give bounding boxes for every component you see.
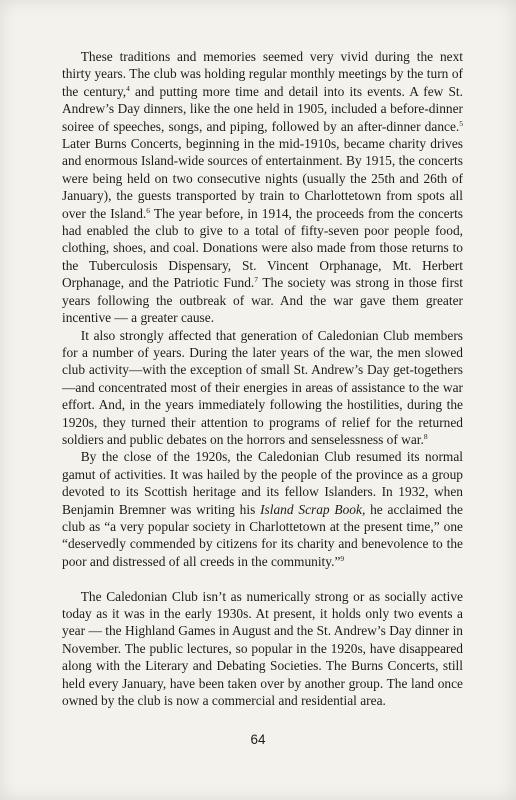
footnote-marker: 7 bbox=[254, 275, 259, 285]
text-run: The year before, in 1914, the proceeds from the concerts had enabled the club to give to a total of fifty-seven poor people food, clothing, shoes, and coal. Donations were also made from those returns to the Tuberculosis Dispensary, St. Vincent Orphanage, Mt. Herbert Orphanage, and the Patriotic Fund. bbox=[62, 205, 463, 291]
text-run: The society was strong in those first years following the outbreak of war. And the war gave them greater incentive — a greater cause. bbox=[62, 275, 463, 326]
footnote-marker: 6 bbox=[146, 205, 151, 215]
text-run: By the close of the 1920s, the Caledonian Club resumed its normal gamut of activities. It was hailed by the people of the province as a group devoted to its Scottish heritage and its fellow Islanders. In 1932, when Benjamin Bremner was writing his bbox=[62, 449, 463, 517]
text-run: These traditions and memories seemed very vivid during the next thirty years. The club was holding regular monthly meetings by the turn of the century, bbox=[62, 49, 463, 99]
body-text bbox=[62, 48, 463, 709]
footnote-marker: 9 bbox=[340, 553, 345, 563]
paragraph bbox=[62, 448, 463, 570]
paragraph bbox=[62, 327, 463, 449]
book-title: Island Scrap Book, bbox=[260, 501, 366, 517]
paragraph bbox=[62, 48, 463, 327]
footnote-marker: 8 bbox=[423, 431, 428, 441]
text-run: The Caledonian Club isn’t as numerically strong or as socially active today as it was in the early 1930s. At present, it holds only two events a year — the Highland Games in August and the St. Andrew’s Day dinner in November. The public lectures, so popular in the 1920s, have disappeared along with the Literary and Debating Societies. The Burns Concerts, still held every January, have been taken over by another group. The land once owned by the club is now a commercial and residential area. bbox=[62, 588, 463, 709]
footnote-marker: 4 bbox=[126, 83, 130, 93]
text-run: he acclaimed the club as “a very popular society in Charlottetown at the present time,” one “deservedly commended by citizens for its charity and benevolence to the poor and distressed of all creeds in the community.” bbox=[62, 501, 463, 569]
text-run: It also strongly affected that generation of Caledonian Club members for a number of years. During the later years of the war, the men slowed club activity—with the exception of small St. Andrew’s Day get-togethers—and concentrated most of their energies in areas of assistance to the war effort. And, in the years immediately following the hostilities, during the 1920s, they turned their attention to programs of relief for the returned soldiers and public debates on the horrors and senselessness of war. bbox=[62, 327, 463, 447]
page-number: 64 bbox=[250, 732, 266, 747]
text-run: Later Burns Concerts, beginning in the mid-1910s, became charity drives and enormous Island-wide sources of entertainment. By 1915, the concerts were being held on two consecutive nights (usually the 25th and 26th of January), the guests transported by train to Charlottetown from spots all over the Island. bbox=[62, 136, 463, 221]
text-run: and putting more time and detail into its events. A few St. Andrew’s Day dinners, like the one held in 1905, included a before-dinner soiree of speeches, songs, and piping, followed by an after-dinner dance. bbox=[62, 83, 463, 134]
paragraph bbox=[62, 588, 463, 710]
footnote-marker: 5 bbox=[459, 118, 463, 128]
